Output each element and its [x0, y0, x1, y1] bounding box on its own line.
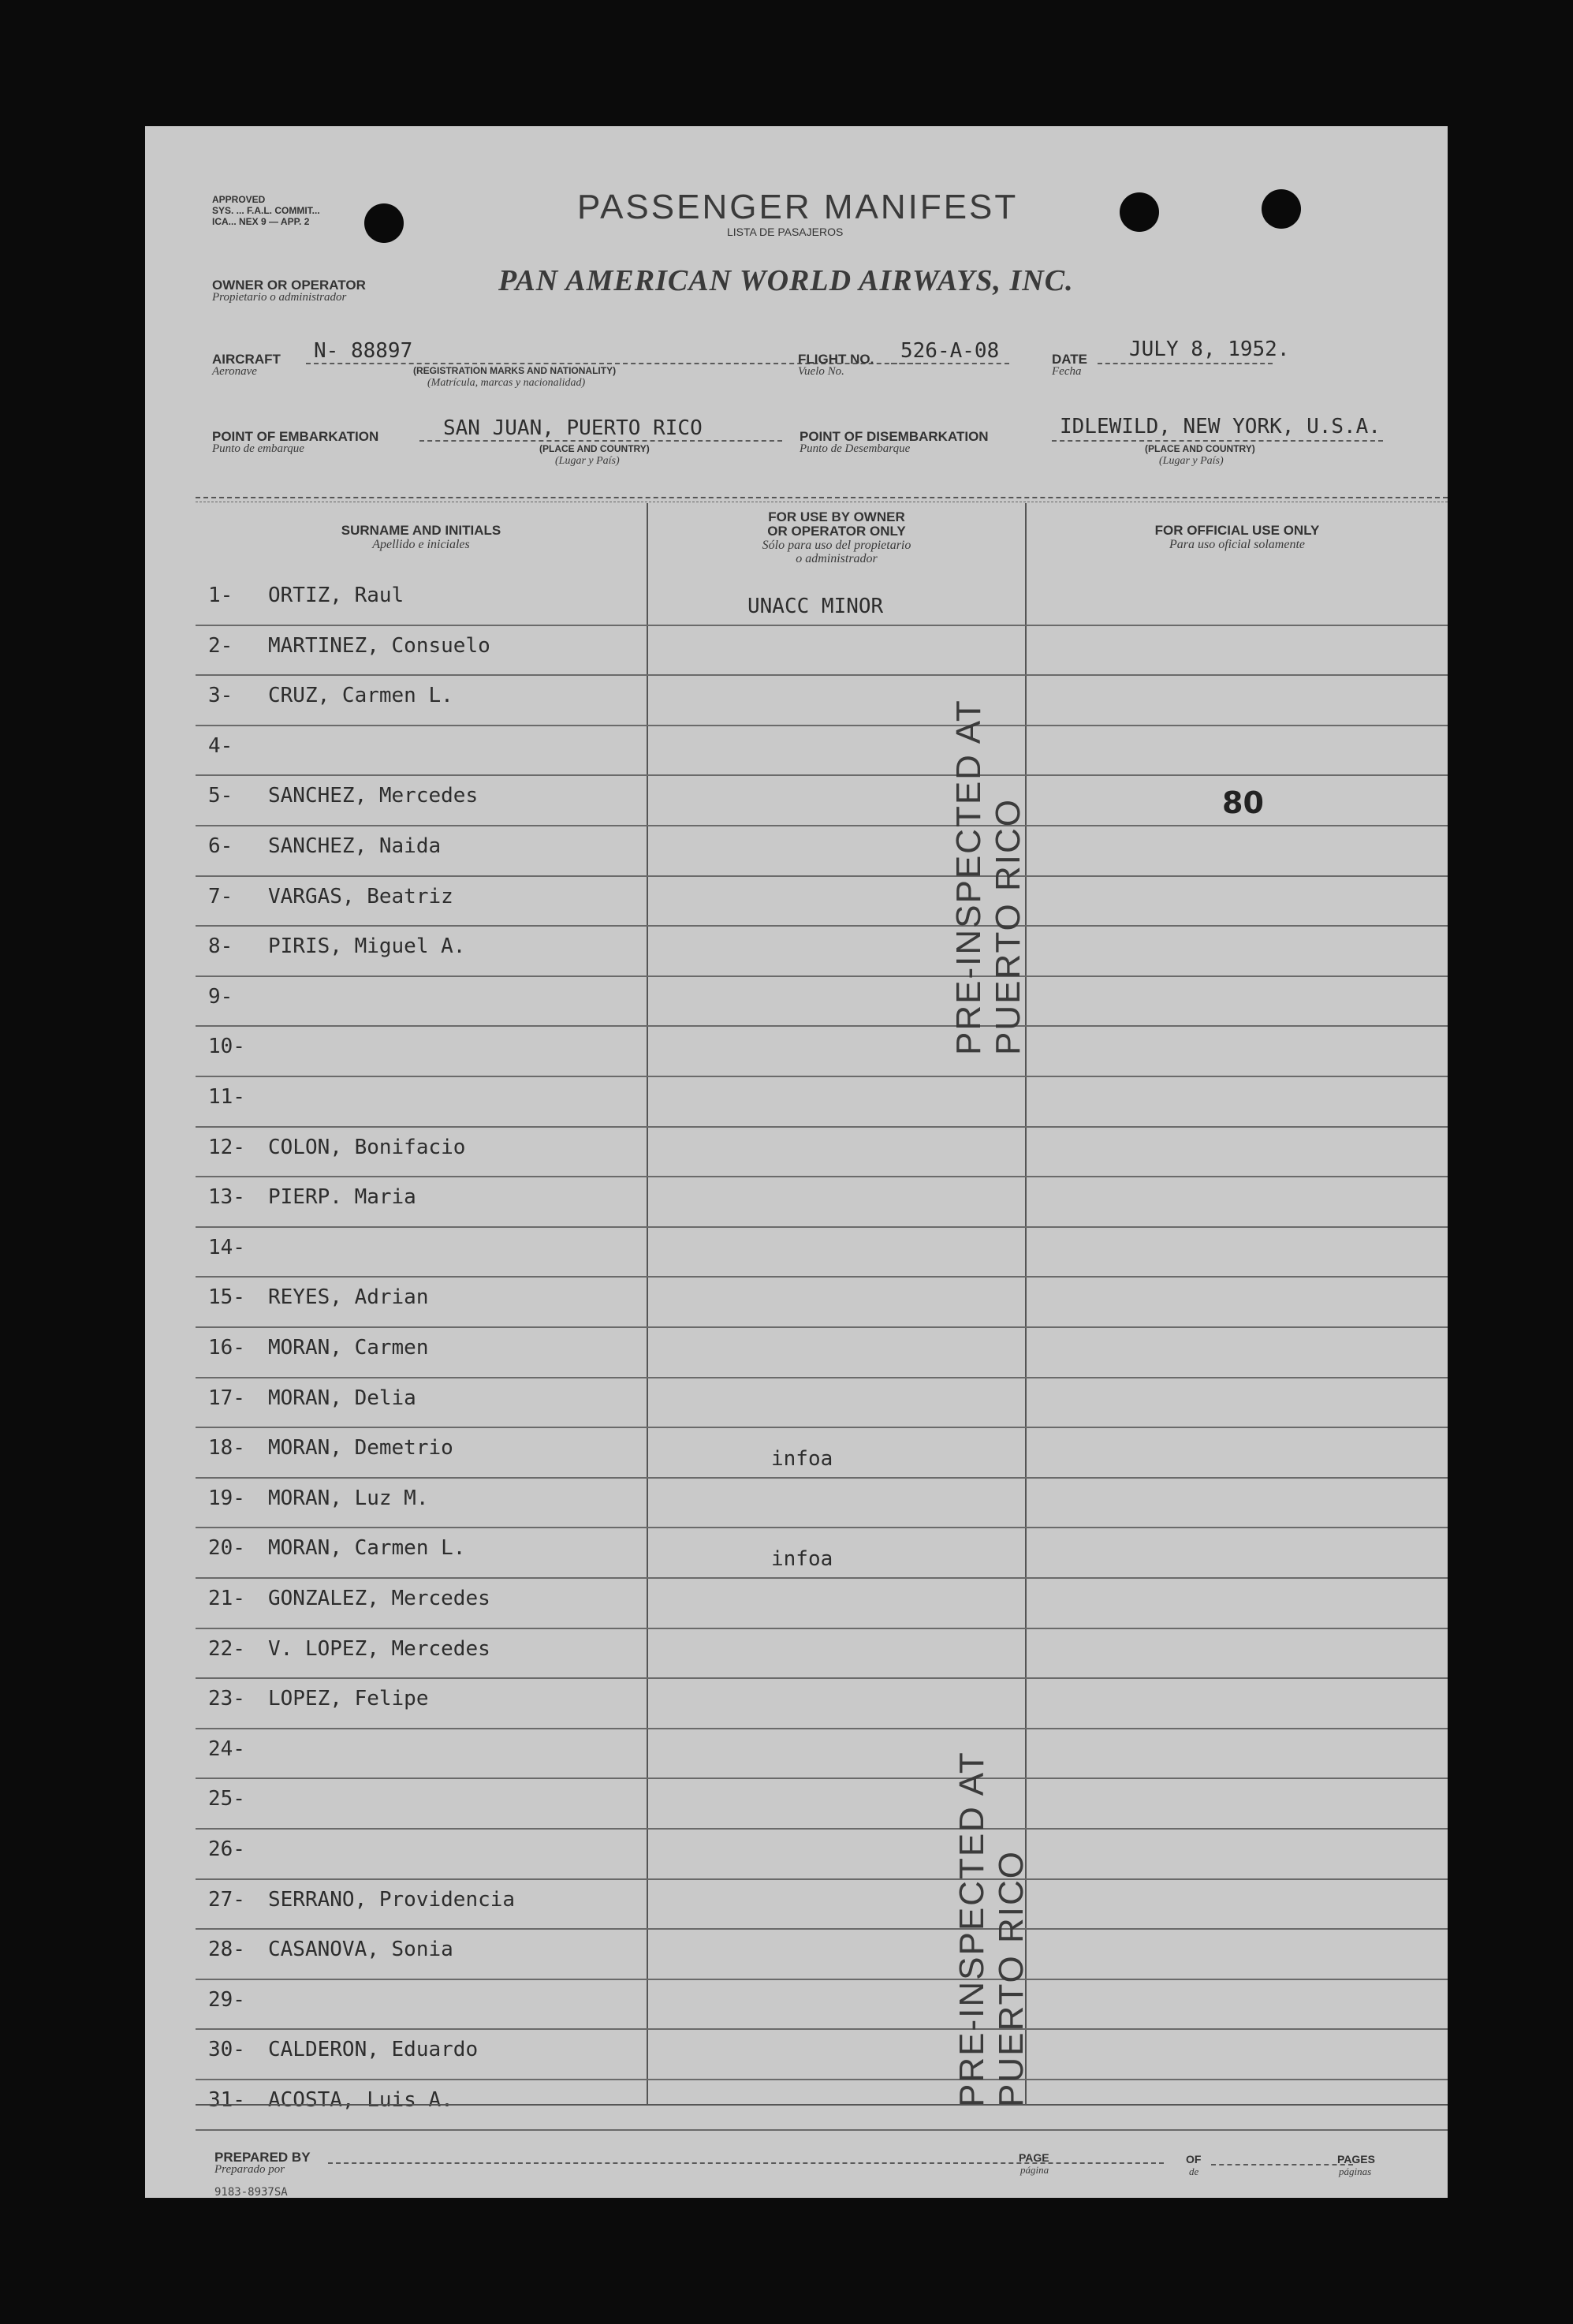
- row-number: 17-: [208, 1386, 245, 1410]
- passenger-name: CALDERON, Eduardo: [268, 2038, 479, 2062]
- row-rule: [196, 825, 1448, 826]
- aircraft-value: N- 88897: [314, 339, 413, 363]
- row-number: 7-: [208, 884, 233, 908]
- row-number: 1-: [208, 584, 233, 607]
- flight-label: FLIGHT NO.: [798, 352, 874, 367]
- row-number: 31-: [208, 2088, 245, 2112]
- row-number: 25-: [208, 1787, 245, 1811]
- table-bottom-rule: [196, 2104, 1448, 2106]
- form-code: 9183-8937SA: [214, 2186, 288, 2199]
- date-label: DATE: [1052, 352, 1088, 367]
- official-count: 80: [1222, 785, 1264, 820]
- row-rule: [196, 975, 1448, 977]
- of-label: OF: [1186, 2153, 1202, 2165]
- row-rule: [196, 1527, 1448, 1528]
- column-divider-1: [647, 503, 648, 2104]
- row-rule: [196, 2079, 1448, 2080]
- disembarkation-value: IDLEWILD, NEW YORK, U.S.A.: [1060, 415, 1381, 438]
- row-rule: [196, 1477, 1448, 1479]
- row-rule: [196, 875, 1448, 877]
- row-number: 19-: [208, 1486, 245, 1510]
- row-rule: [196, 1928, 1448, 1930]
- row-rule: [196, 1076, 1448, 1077]
- passenger-name: MORAN, Carmen L.: [268, 1536, 466, 1561]
- row-rule: [196, 2028, 1448, 2030]
- aircraft-caption-es: (Matrícula, marcas y nacionalidad): [427, 377, 586, 389]
- approved-note: APPROVED SYS. ... F.A.L. COMMIT... ICA... NEX 9 — APP. 2: [212, 194, 320, 227]
- row-number: 5-: [208, 784, 233, 808]
- pages-label-es: páginas: [1339, 2165, 1372, 2177]
- row-rule: [196, 1778, 1448, 1779]
- row-rule: [196, 725, 1448, 726]
- row-rule: [196, 1677, 1448, 1679]
- row-rule: [196, 774, 1448, 776]
- flight-value: 526-A-08: [900, 339, 1000, 363]
- aircraft-caption: (REGISTRATION MARKS AND NATIONALITY): [413, 365, 617, 376]
- embarkation-label: POINT OF EMBARKATION: [212, 429, 379, 444]
- row-rule: [196, 1126, 1448, 1128]
- aircraft-label-es: Aeronave: [212, 365, 257, 378]
- page-label-es: página: [1020, 2164, 1049, 2176]
- row-rule: [196, 1276, 1448, 1278]
- prepared-by-label-es: Preparado por: [214, 2163, 285, 2176]
- embarkation-caption: (PLACE AND COUNTRY): [539, 443, 650, 454]
- embarkation-caption-es: (Lugar y País): [555, 455, 620, 467]
- passenger-name: CASANOVA, Sonia: [268, 1938, 453, 1962]
- disembarkation-label: POINT OF DISEMBARKATION: [800, 429, 989, 444]
- row-number: 30-: [208, 2038, 245, 2062]
- passenger-name: V. LOPEZ, Mercedes: [268, 1636, 490, 1661]
- column-header-official: FOR OFFICIAL USE ONLY Para uso oficial solamente: [1154, 523, 1320, 551]
- preinspection-stamp-lower: PRE-INSPECTED AT PUERTO RICO: [952, 1751, 1031, 2107]
- row-number: 3-: [208, 684, 233, 708]
- row-rule: [196, 625, 1448, 626]
- row-number: 10-: [208, 1035, 245, 1059]
- passenger-name: SANCHEZ, Naida: [268, 834, 442, 858]
- row-rule: [196, 674, 1448, 676]
- row-number: 4-: [208, 733, 233, 758]
- row-number: 28-: [208, 1938, 245, 1962]
- row-number: 26-: [208, 1837, 245, 1861]
- operator-note: infoa: [771, 1447, 833, 1472]
- passenger-name: MORAN, Carmen: [268, 1336, 429, 1360]
- row-number: 21-: [208, 1587, 245, 1610]
- passenger-name: ORTIZ, Raul: [268, 584, 404, 607]
- row-rule: [196, 1025, 1448, 1027]
- row-number: 15-: [208, 1285, 245, 1310]
- passenger-name: LOPEZ, Felipe: [268, 1687, 429, 1711]
- row-number: 13-: [208, 1185, 245, 1210]
- passenger-name: SERRANO, Providencia: [268, 1887, 516, 1912]
- of-label-es: de: [1189, 2165, 1199, 2177]
- passenger-name: CRUZ, Carmen L.: [268, 684, 453, 708]
- row-number: 2-: [208, 633, 233, 658]
- passenger-name: PIERP. Maria: [268, 1185, 416, 1210]
- passenger-name: GONZALEZ, Mercedes: [268, 1587, 490, 1610]
- row-rule: [196, 1326, 1448, 1328]
- row-number: 6-: [208, 834, 233, 858]
- row-number: 16-: [208, 1336, 245, 1360]
- passenger-name: PIRIS, Miguel A.: [268, 934, 466, 959]
- row-rule: [196, 1176, 1448, 1177]
- row-rule: [196, 1828, 1448, 1830]
- punch-hole-mid: [1120, 192, 1159, 232]
- embarkation-value: SAN JUAN, PUERTO RICO: [443, 416, 703, 440]
- row-rule: [196, 1577, 1448, 1579]
- row-number: 9-: [208, 984, 233, 1009]
- row-number: 27-: [208, 1887, 245, 1912]
- pages-label: PAGES: [1337, 2153, 1375, 2165]
- owner-label: OWNER OR OPERATOR: [212, 278, 366, 293]
- passenger-name: COLON, Bonifacio: [268, 1135, 466, 1159]
- operator-note: UNACC MINOR: [747, 595, 884, 618]
- row-number: 24-: [208, 1736, 245, 1761]
- row-number: 8-: [208, 934, 233, 959]
- page-title: PASSENGER MANIFEST: [577, 188, 1019, 226]
- passenger-name: SANCHEZ, Mercedes: [268, 784, 479, 808]
- operator-note: infoa: [771, 1547, 833, 1572]
- punch-hole-right: [1262, 189, 1301, 229]
- page-label: PAGE: [1019, 2151, 1049, 2164]
- row-rule: [196, 1728, 1448, 1729]
- row-rule: [196, 1628, 1448, 1629]
- owner-label-es: Propietario o administrador: [212, 291, 347, 304]
- passenger-name: REYES, Adrian: [268, 1285, 429, 1310]
- passenger-name: MARTINEZ, Consuelo: [268, 633, 490, 658]
- row-rule: [196, 1979, 1448, 1980]
- row-number: 22-: [208, 1636, 245, 1661]
- row-number: 20-: [208, 1536, 245, 1561]
- disembarkation-caption-es: (Lugar y País): [1159, 455, 1224, 467]
- table-top-rule: [196, 497, 1448, 498]
- passenger-name: ACOSTA, Luis A.: [268, 2088, 453, 2112]
- column-header-surname: SURNAME AND INITIALS Apellido e iniciales: [341, 523, 501, 551]
- row-number: 18-: [208, 1436, 245, 1460]
- row-number: 29-: [208, 1987, 245, 2012]
- row-number: 12-: [208, 1135, 245, 1159]
- row-number: 11-: [208, 1085, 245, 1109]
- row-rule: [196, 1226, 1448, 1228]
- embarkation-label-es: Punto de embarque: [212, 442, 304, 455]
- row-rule: [196, 925, 1448, 927]
- preinspection-stamp-upper: PRE-INSPECTED AT PUERTO RICO: [949, 699, 1027, 1055]
- row-number: 23-: [208, 1687, 245, 1711]
- passenger-name: MORAN, Luz M.: [268, 1486, 429, 1510]
- prepared-by-label: PREPARED BY: [214, 2150, 311, 2165]
- flight-label-es: Vuelo No.: [798, 365, 844, 378]
- passenger-name: MORAN, Demetrio: [268, 1436, 453, 1460]
- date-value: JULY 8, 1952.: [1129, 338, 1290, 361]
- owner-value: PAN AMERICAN WORLD AIRWAYS, INC.: [498, 264, 1074, 297]
- passenger-name: MORAN, Delia: [268, 1386, 416, 1410]
- row-rule: [196, 1427, 1448, 1428]
- manifest-sheet: [145, 126, 1448, 2198]
- row-number: 14-: [208, 1235, 245, 1259]
- row-rule: [196, 2129, 1448, 2131]
- punch-hole-left: [364, 203, 404, 243]
- column-header-operator: FOR USE BY OWNER OR OPERATOR ONLY Sólo para uso del propietario o administrador: [762, 509, 911, 565]
- passenger-name: VARGAS, Beatriz: [268, 884, 453, 908]
- date-label-es: Fecha: [1052, 365, 1082, 378]
- disembarkation-label-es: Punto de Desembarque: [800, 442, 911, 455]
- row-rule: [196, 1878, 1448, 1880]
- page-subtitle: LISTA DE PASAJEROS: [727, 226, 844, 238]
- disembarkation-caption: (PLACE AND COUNTRY): [1145, 443, 1255, 454]
- row-rule: [196, 1377, 1448, 1378]
- aircraft-label: AIRCRAFT: [212, 352, 281, 367]
